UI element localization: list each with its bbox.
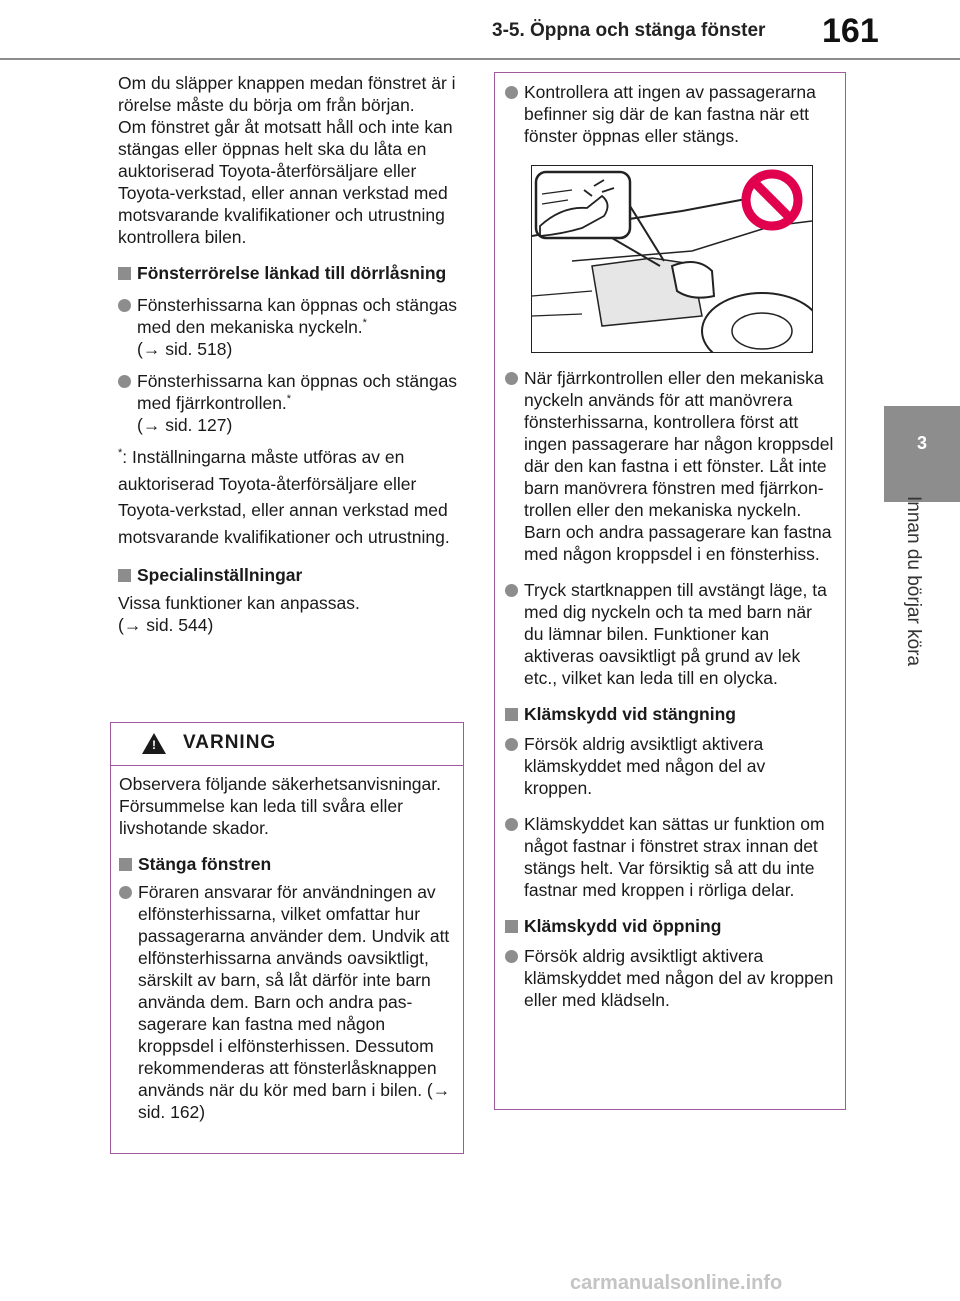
round-bullet-icon <box>505 86 518 99</box>
round-bullet-icon <box>505 584 518 597</box>
warning-intro: Observera följande säkerhetsanvisningar. Försummelse kan leda till svåra eller livshotande skador. <box>119 774 441 838</box>
special-settings-text: Vissa funktioner kan anpassas. (→ sid. 544) <box>118 593 360 635</box>
square-bullet-icon <box>118 569 131 582</box>
right-warning-column <box>494 72 846 1110</box>
round-bullet-icon <box>505 950 518 963</box>
footnote: *: Inställningarna måste utföras av en auktoriserad Toyota-återförsäljare eller Toyota-verkstad, eller annan verkstad med motsvarande kvalifikationer och utrustning. <box>118 447 450 547</box>
window-pinch-illustration <box>531 165 813 353</box>
warning-bullet: Föraren ansvarar för användningen av elfönsterhissarna, vilket omfattar hur passagerarna använder dem. Undvik att elfönsterhissarna används oavsiktligt, särskilt av barn, så låt därför inte barn använda dem. Barn och andra passagerare kan fastna med någon kroppsdel i elfönsterhissen. Dessutom rekommenderas att fönsterlåsknappen används när du kör med barn i bilen. (→ sid. 162) <box>119 881 455 1123</box>
round-bullet-icon <box>505 738 518 751</box>
intro-paragraph-2: Om fönstret går åt motsatt håll och inte kan stängas eller öppnas helt ska du låta en auktoriserad Toyota-återförsäljare eller Toyota-verkstad, eller annan verkstad med motsvarande kvalifikationer och utrustning kontrollera bilen. <box>118 117 453 247</box>
chapter-title: Innan du börjar köra <box>903 496 924 667</box>
car-window-drawing <box>532 166 812 352</box>
heading-pinch-opening: Klämskydd vid öppning <box>505 915 835 937</box>
warning-body <box>111 766 463 1123</box>
heading-pinch-closing: Klämskydd vid stängning <box>505 703 835 725</box>
warning-heading: Stänga fönstren <box>119 853 455 875</box>
square-bullet-icon <box>118 267 131 280</box>
bullet-pinch-closing-2: Klämskyddet kan sättas ur funktion om något fastnar i fönstret strax innan det stängs helt. Var försiktig så att du inte fastnar med kroppen i rörliga delar. <box>505 813 835 901</box>
page-reference: (→ sid. 518) <box>137 339 233 359</box>
round-bullet-icon <box>505 818 518 831</box>
heading-special-settings: Specialinställningar <box>118 564 463 586</box>
page-header <box>0 0 960 60</box>
page-number: 161 <box>822 12 879 50</box>
bullet-mechanical-key: Fönsterhissarna kan öppnas och stängas med den mekaniska nyckeln.* (→ sid. 518) <box>118 294 463 360</box>
square-bullet-icon <box>119 858 132 871</box>
round-bullet-icon <box>118 375 131 388</box>
bullet-start-button: Tryck startknappen till avstängt läge, ta med dig nyckeln och ta med barn när du lämnar bilen. Funktioner kan aktiveras oavsiktligt på grund av lek etc., vilket kan leda till en olycka. <box>505 579 835 689</box>
round-bullet-icon <box>118 299 131 312</box>
heading-window-lock-link: Fönsterrörelse länkad till dörrlåsning <box>118 262 463 284</box>
warning-box <box>110 722 464 1154</box>
square-bullet-icon <box>505 708 518 721</box>
round-bullet-icon <box>505 372 518 385</box>
bullet-pinch-closing-1: Försök aldrig avsiktligt aktivera klämskyddet med någon del av kroppen. <box>505 733 835 799</box>
page-reference: (→ sid. 127) <box>137 415 233 435</box>
section-title: 3-5. Öppna och stänga fönster <box>492 20 766 41</box>
chapter-tab: 3 <box>884 406 960 502</box>
bullet-pinch-opening: Försök aldrig avsiktligt aktivera klämskyddet med någon del av kroppen eller med klädseln. <box>505 945 835 1011</box>
bullet-check-passengers: Kontrollera att ingen av passagerarna befinner sig där de kan fastna när ett fönster öppnas eller stängs. <box>505 81 835 147</box>
bullet-remote-control: Fönsterhissarna kan öppnas och stängas med fjärrkontrollen.* (→ sid. 127) <box>118 370 463 436</box>
bullet-remote-key-check: När fjärrkontrollen eller den mekaniska nyckeln används för att manövrera fönsterhissarna, kontrollera först att ingen passagerare har någon kroppsdel där den kan fastna i ett fönster. Låt inte barn manövrera fönstren med fjärrkontrollen eller den mekaniska nyckeln. Barn och andra passagerare kan fastna med någon kroppsdel i en fönsterhiss. <box>505 367 835 565</box>
intro-paragraph-1: Om du släpper knappen medan fönstret är i rörelse måste du börja om från början. <box>118 73 456 115</box>
left-column <box>118 72 463 636</box>
header-rule <box>0 58 960 60</box>
warning-header: ! VARNING <box>111 723 463 766</box>
watermark: carmanualsonline.info <box>570 1272 783 1294</box>
page-reference: (→ sid. 544) <box>118 615 214 635</box>
chapter-label <box>884 496 944 696</box>
round-bullet-icon <box>119 886 132 899</box>
warning-title: VARNING <box>183 732 277 753</box>
square-bullet-icon <box>505 920 518 933</box>
prohibition-icon <box>746 174 798 226</box>
